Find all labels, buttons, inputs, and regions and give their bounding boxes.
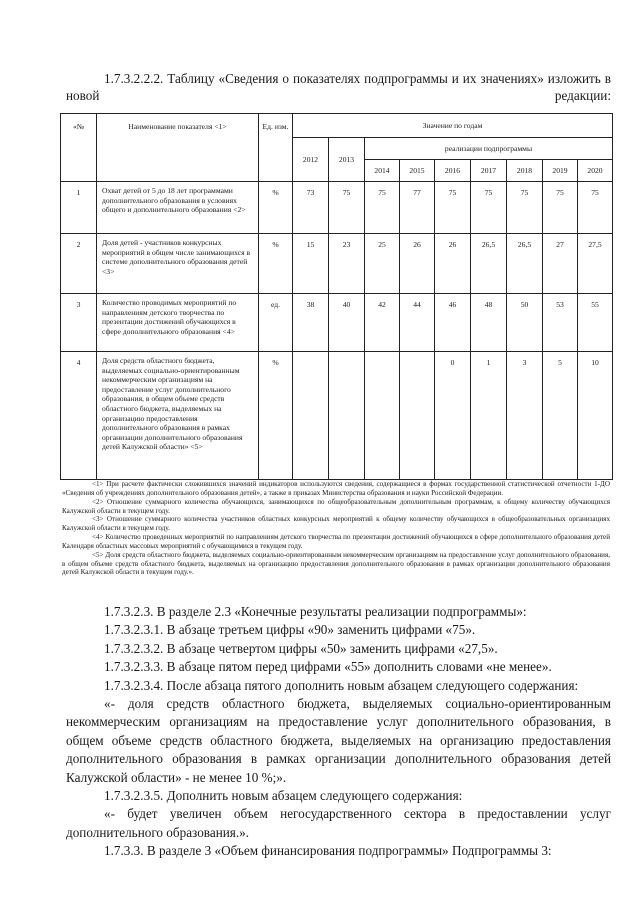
row-value: 1	[471, 352, 507, 480]
row-number: 2	[61, 234, 97, 294]
row-unit: ед.	[259, 294, 293, 352]
footnote: <4> Количество проведенных мероприятий по направлениям детского творчества по презентации достижений обучающихся в сфере дополнительного образования детей Календаря областных массовых мероприятий с обучающимися в текущем году.	[62, 533, 610, 550]
table-row	[61, 294, 613, 352]
row-value: 26	[435, 234, 471, 294]
row-indicator-name: Количество проводимых мероприятий по направлениям детского творчества по презентации достижений обучающихся в сфере дополнительного образования <4>	[97, 294, 259, 352]
table-row	[61, 352, 613, 480]
row-value: 75	[578, 182, 613, 234]
header-year: 2016	[435, 160, 471, 182]
row-value	[329, 352, 365, 480]
header-year: 2015	[400, 160, 435, 182]
row-value: 53	[543, 294, 578, 352]
footnote: <5> Доля средств областного бюджета, выделяемых социально-ориентированным некоммерческим организациям на предоставление услуг дополнительного образования, в общем объеме средств областного бюджета, выделяемых на организацию предоставления дополнительного образования в рамках организации дополнительного образования детей Калужской области в текущем году.».	[62, 550, 610, 577]
paragraph: 1.7.3.2.3.5. Дополнить новым абзацем следующего содержания:	[104, 788, 463, 804]
header-year: 2012	[293, 138, 329, 182]
paragraph: 1.7.3.2.3.2. В абзаце четвертом цифры «50» заменить цифрами «27,5».	[104, 640, 498, 656]
row-value: 75	[507, 182, 543, 234]
row-value: 73	[293, 182, 329, 234]
row-value: 40	[329, 294, 365, 352]
footnotes	[62, 480, 610, 577]
indicators-table	[60, 113, 613, 480]
row-value: 46	[435, 294, 471, 352]
table-row	[61, 182, 613, 234]
header-indicator-name: Наименование показателя <1>	[97, 114, 259, 182]
row-value: 55	[578, 294, 613, 352]
row-value: 23	[329, 234, 365, 294]
table-row	[61, 234, 613, 294]
header-year: 2018	[507, 160, 543, 182]
paragraph: «- будет увеличен объем негосударственного сектора в предоставлении услуг дополнительного образования.».	[66, 806, 611, 840]
row-value: 75	[471, 182, 507, 234]
row-value: 27,5	[578, 234, 613, 294]
row-value	[293, 352, 329, 480]
row-value	[365, 352, 400, 480]
paragraph: 1.7.3.3. В разделе 3 «Объем финансирования подпрограммы» Подпрограммы 3:	[104, 843, 552, 859]
row-value: 26	[400, 234, 435, 294]
row-value	[400, 352, 435, 480]
row-value: 0	[435, 352, 471, 480]
row-value: 26,5	[507, 234, 543, 294]
row-number: 1	[61, 182, 97, 234]
header-realization: реализации подпрограммы	[365, 138, 613, 160]
footnote: <1> При расчете фактически сложившихся значений индикаторов используются сведения, содержащиеся в формах государственной статистической отчетности 1-ДО «Сведения об учреждениях дополнительного образования детей», а также в приказах Министерства образования и науки Российской Федерации.	[62, 480, 610, 497]
header-year: 2017	[471, 160, 507, 182]
row-indicator-name: Охват детей от 5 до 18 лет программами дополнительного образования в условиях общего и дополнительного образования <2>	[97, 182, 259, 234]
header-year: 2013	[329, 138, 365, 182]
row-value: 75	[543, 182, 578, 234]
row-number: 3	[61, 294, 97, 352]
header-year: 2020	[578, 160, 613, 182]
row-unit: %	[259, 234, 293, 294]
row-unit: %	[259, 182, 293, 234]
row-value: 44	[400, 294, 435, 352]
row-indicator-name: Доля средств областного бюджета, выделяемых социально-ориентированным некоммерческим организациям на предоставление услуг дополнительного образования, в общем объеме средств областного бюджета, выделяемых на организацию предоставления дополнительного образования в рамках организации дополнительного образования детей Калужской области» <5>	[97, 352, 259, 480]
row-number: 4	[61, 352, 97, 480]
footnote: <2> Отношение суммарного количества обучающихся, занимающихся по общеобразовательным дополнительным программам, к общему количеству обучающихся Калужской области в текущем году.	[62, 497, 610, 515]
row-unit: %	[259, 352, 293, 480]
row-value: 5	[543, 352, 578, 480]
paragraph: 1.7.3.2.3.4. После абзаца пятого дополнить новым абзацем следующего содержания:	[104, 677, 579, 693]
row-value: 75	[365, 182, 400, 234]
row-indicator-name: Доля детей - участников конкурсных мероприятий в общем числе занимающихся в системе дополнительного образования детей <3>	[97, 234, 259, 294]
row-value: 75	[329, 182, 365, 234]
paragraph: 1.7.3.2.3.1. В абзаце третьем цифры «90» заменить цифрами «75».	[104, 622, 476, 638]
row-value: 42	[365, 294, 400, 352]
row-value: 15	[293, 234, 329, 294]
row-value: 3	[507, 352, 543, 480]
row-value: 10	[578, 352, 613, 480]
row-value: 48	[471, 294, 507, 352]
header-unit: Ед. изм.	[259, 114, 293, 182]
row-value: 38	[293, 294, 329, 352]
row-value: 50	[507, 294, 543, 352]
section-heading: 1.7.3.2.2.2. Таблицу «Сведения о показателях подпрограммы и их значениях» изложить в новой редакции:	[66, 71, 611, 103]
header-number: «№	[61, 114, 97, 182]
amendment-text	[66, 603, 611, 861]
header-year: 2019	[543, 160, 578, 182]
paragraph: «- доля средств областного бюджета, выделяемых социально-ориентированным некоммерческим организациям на предоставление услуг дополнительного образования, в общем объеме средств областного бюджета, выделяемых на организацию предоставления дополнительного образования в рамках организации дополнительного образования детей Калужской области» - не менее 10 %;».	[66, 696, 611, 785]
paragraph: 1.7.3.2.3. В разделе 2.3 «Конечные результаты реализации подпрограммы»:	[104, 604, 527, 619]
footnote: <3> Отношение суммарного количества участников областных конкурсных мероприятий к общему количеству обучающихся в общеобразовательных организациях Калужской области в текущем году.	[62, 515, 610, 533]
row-value: 25	[365, 234, 400, 294]
row-value: 77	[400, 182, 435, 234]
row-value: 75	[435, 182, 471, 234]
header-year: 2014	[365, 160, 400, 182]
paragraph: 1.7.3.2.3.3. В абзаце пятом перед цифрами «55» дополнить словами «не менее».	[104, 659, 552, 675]
header-values-by-year: Значение по годам	[293, 114, 613, 138]
row-value: 26,5	[471, 234, 507, 294]
row-value: 27	[543, 234, 578, 294]
